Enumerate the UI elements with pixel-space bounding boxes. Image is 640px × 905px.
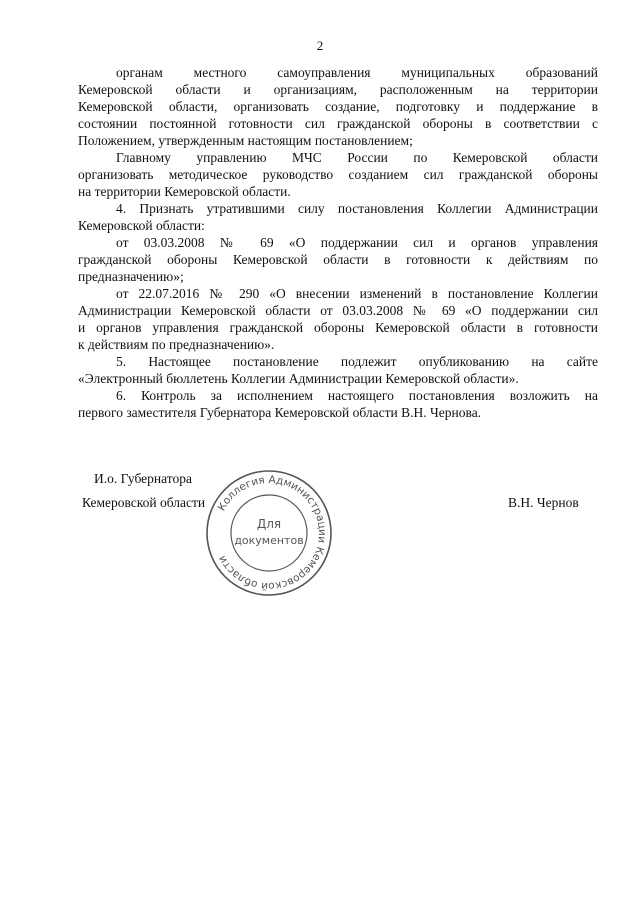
body-line: Кемеровской области и организациям, расположенным на территории — [78, 82, 598, 97]
body-line: состоянии постоянной готовности сил гражданской обороны в соответствии с — [78, 116, 598, 131]
body-line: предназначению»; — [78, 269, 184, 284]
official-seal-stamp — [204, 468, 334, 598]
seal-center-line1: Для — [256, 517, 282, 531]
body-line: «Электронный бюллетень Коллегии Администрации Кемеровской области». — [78, 371, 519, 386]
body-line: 4. Признать утратившими силу постановления Коллегии Администрации — [116, 201, 598, 216]
body-line: Администрации Кемеровской области от 03.03.2008 № 69 «О поддержании сил — [78, 303, 598, 318]
seal-center-line2: документов — [234, 534, 304, 547]
seal-ring-text — [216, 474, 328, 592]
body-line: от 03.03.2008 № 69 «О поддержании сил и органов управления — [116, 235, 598, 250]
body-line: и органов управления гражданской обороны Кемеровской области в готовности — [78, 320, 598, 335]
seal-inner-ring — [231, 495, 307, 571]
body-line: Кемеровской области: — [78, 218, 205, 233]
body-line: на территории Кемеровской области. — [78, 184, 291, 199]
body-line: Кемеровской области, организовать создание, подготовку и поддержание в — [78, 99, 598, 114]
body-line: Положением, утвержденным настоящим постановлением; — [78, 133, 413, 148]
body-line: гражданской обороны Кемеровской области в готовности к действиям по — [78, 252, 598, 267]
signatory-name: В.Н. Чернов — [508, 495, 579, 510]
body-line: органам местного самоуправления муниципальных образований — [116, 65, 598, 80]
body-line: организовать методическое руководство созданием сил гражданской обороны — [78, 167, 598, 182]
page-number: 2 — [316, 38, 324, 53]
signatory-title-line1: И.о. Губернатора — [94, 471, 193, 486]
body-line: 6. Контроль за исполнением настоящего постановления возложить на — [116, 388, 598, 403]
seal-ring-text-path: Коллегия Администрации Кемеровской области — [215, 473, 329, 593]
body-line: от 22.07.2016 № 290 «О внесении изменений в постановление Коллегии — [116, 286, 598, 301]
seal-outer-ring — [207, 471, 331, 595]
body-line: к действиям по предназначению». — [78, 337, 275, 352]
body-line: 5. Настоящее постановление подлежит опубликованию на сайте — [116, 354, 598, 369]
signatory-title-line2: Кемеровской области — [82, 495, 206, 510]
body-line: первого заместителя Губернатора Кемеровской области В.Н. Чернова. — [78, 405, 482, 420]
body-line: Главному управлению МЧС России по Кемеровской области — [116, 150, 598, 165]
